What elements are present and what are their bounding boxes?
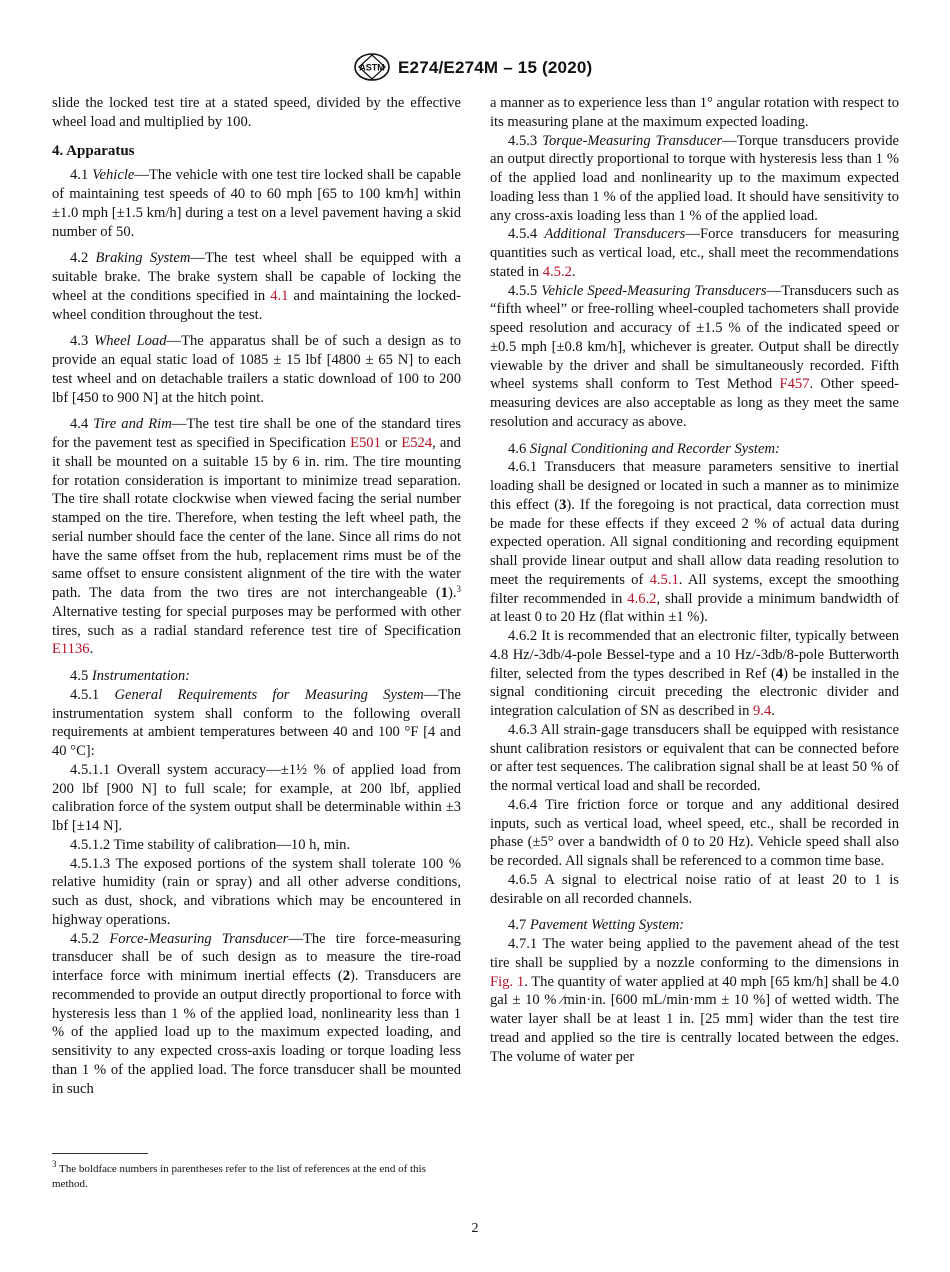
astm-logo-icon — [353, 52, 391, 82]
document-id: E274/E274M – 15 (2020) — [398, 58, 593, 77]
paragraph-4-5-1-3: 4.5.1.3 The exposed portions of the system shall tolerate 100 % relative humidity (rain or spray) and all other adverse conditions, such as dust, shock, and vibrations which may be encountered in highway operations. — [52, 855, 461, 928]
link-4-5-2[interactable]: 4.5.2 — [542, 263, 572, 280]
paragraph-4-6: 4.6 Signal Conditioning and Recorder System: — [508, 440, 780, 457]
paragraph-4-6-2: 4.6.2 It is recommended that an electronic filter, typically between 4.8 Hz/-3db/4-pole Bessel-type and a 10 Hz/-3db/8-pole Butterworth filter, selected from the types described in Ref (4) be installed in the signal conditioning circuit preceding the electronic divider and integration calculation of SN as described in 9.4. — [490, 628, 900, 719]
section-heading: 4. Apparatus — [52, 142, 135, 159]
paragraph-4-3: 4.3 Wheel Load—The apparatus shall be of such a design as to provide an equal static load of 1085 ± 15 lbf [4800 ± 65 N] to each test wheel and on detachable trailers a static download of 100 to 200 lbf [450 to 900 N] at the hitch point. — [52, 333, 462, 406]
paragraph-4-5-4: 4.5.4 Additional Transducers—Force transducers for measuring quantities such as vertical load, etc., shall meet the recommendations stated in 4.5.2. — [490, 226, 900, 280]
paragraph-4-6-4: 4.6.4 Tire friction force or torque and any additional desired inputs, such as vertical load, wheel speed, etc., shall be recorded in phase (±5° over a bandwidth of 0 to 20 Hz). Vehicle speed shall also be recorded. All signals shall be referenced to a common time base. — [490, 796, 899, 869]
svg-text:ASTM: ASTM — [359, 62, 385, 73]
paragraph-4-6-3: 4.6.3 All strain-gage transducers shall be equipped with resistance shunt calibration resistors or equivalent that can be connected before or after test sequences. The calibration signal shall be at least 50 % of the normal vertical load and shall be recorded. — [490, 721, 899, 794]
paragraph-4-6-5: 4.6.5 A signal to electrical noise ratio of at least 20 to 1 is desirable on all recorded channels. — [490, 871, 899, 907]
link-9-4[interactable]: 9.4 — [753, 703, 772, 719]
paragraph: slide the locked test tire at a stated speed, divided by the effective wheel load and multiplied by 100. — [52, 95, 461, 130]
paragraph-4-7: 4.7 Pavement Wetting System: — [508, 917, 685, 934]
paragraph-4-5-1-1: 4.5.1.1 Overall system accuracy—±1½ % of applied load from 200 lbf [900 N] to full scale; for example, at 200 lbf, applied calibration force of the system output shall be determinable within ±3 lbf [±14 N]. — [52, 761, 461, 834]
paragraph-4-5-2: 4.5.2 Force-Measuring Transducer—The tire force-measuring transducer shall be of such design as to measure the tire-road interface force with minimum inertial effects (2). Transducers are recommended to provide an output directly proportional to force with hysteresis less than 1 % of the applied load, nonlinearity less than 1 % of the applied load up to the maximum expected loading, and sensitivity to any expected cross-axis loading or torque loading less than 1 % of the applied load. The force transducer shall be mounted in such — [52, 930, 461, 1097]
paragraph: a manner as to experience less than 1° angular rotation with respect to its measuring plane at the maximum expected loading. — [490, 95, 899, 130]
paragraph-4-5-3: 4.5.3 Torque-Measuring Transducer—Torque transducers provide an output directly proportional to torque with hysteresis less than 1 % of the applied load and nonlinearity up to the maximum expected loading less than 1 % of the applied load. It should have sensitivity to any cross-axis loading less than 1 % of the applied load. — [490, 132, 899, 224]
link-4-5-1[interactable]: 4.5.1 — [649, 571, 679, 588]
link-e524[interactable]: E524 — [401, 435, 433, 451]
paragraph-4-6-1: 4.6.1 Transducers that measure parameters sensitive to inertial loading shall be designed or located in such a manner as to minimize this effect (3). If the foregoing is not practical, data correction must be made for these effects if they exceed 2 % of actual data during expected operation. All signal conditioning and recording equipment shall provide linear output and shall allow data reading resolution to meet the requirements of 4.5.1. All systems, except the smoothing filter recommended in 4.6.2, shall provide a minimum bandwidth of at least 0 to 20 Hz (flat within ±1 %). — [490, 459, 900, 626]
link-4-6-2[interactable]: 4.6.2 — [627, 590, 657, 607]
ref-2: 2 — [342, 968, 351, 984]
footnote-marker: 3 — [456, 584, 461, 594]
page-number: 2 — [471, 1221, 479, 1236]
right-column — [490, 94, 899, 1066]
paragraph-4-4: 4.4 Tire and Rim—The test tire shall be one of the standard tires for the pavement test as specified in Specification E501 or E524, and it shall be mounted on a suitable 15 by 6 in. rim. The tire mounting for rotation consideration is important to minimize tread separation. The tire shall rotate clockwise when viewed facing the serial number stamped on the tire. Therefore, when testing the left wheel path, the serial number should face the center of the lane. Since all rims do not have the same offset from the hub, replacement rims must be of the same offset to ensure consistent alignment of the tire with the water path. The data from the two tires are not interchangeable (1).$^3$ Alternative testing for special purposes may be performed with other tires, such as a radial standard reference test tire of Specification E1136. — [52, 416, 461, 658]
paragraph-4-1: 4.1 Vehicle—The vehicle with one test tire locked shall be capable of maintaining test speeds of 40 to 60 mph [65 to 100 km⁄h] within ±1.0 mph [±1.5 km/h] during a test on a level pavement having a skid number of 50. — [52, 167, 462, 240]
paragraph-4-5-1: 4.5.1 General Requirements for Measuring System—The instrumentation system shall conform to the following overall requirements at ambient temperatures between 40 and 100 °F [4 and 40 °C]: — [52, 686, 461, 759]
ref-3: 3 — [559, 496, 567, 513]
link-e1136[interactable]: E1136 — [52, 641, 90, 658]
ref-1: 1 — [440, 585, 448, 601]
link-e501[interactable]: E501 — [350, 435, 381, 451]
link-f457[interactable]: F457 — [779, 376, 810, 393]
paragraph-4-7-1: 4.7.1 The water being applied to the pavement ahead of the test tire shall be supplied by a nozzle conforming to the dimensions in Fig. 1. The quantity of water applied at 40 mph [65 km/h] shall be 4.0 gal ± 10 % ⁄min·in. [600 mL/min·mm ± 10 %] of wetted width. The water layer shall be at least 1 in. [25 mm] wider than the test tire tread and applied so the tire is centrally located between the edges. The volume of water per — [490, 936, 900, 1065]
page-header — [0, 56, 950, 84]
paragraph-4-5: 4.5 Instrumentation: — [70, 668, 190, 684]
paragraph-4-5-1-2: 4.5.1.2 Time stability of calibration—10 h, min. — [70, 836, 351, 853]
footnote-number: 3 — [52, 1159, 57, 1169]
link-fig-1[interactable]: Fig. 1 — [490, 973, 525, 990]
ref-4: 4 — [775, 665, 784, 682]
paragraph-4-2: 4.2 Braking System—The test wheel shall be equipped with a suitable brake. The brake system shall be capable of locking the wheel at the conditions specified in 4.1 and maintaining the locked-wheel condition throughout the test. — [52, 250, 461, 323]
left-column — [52, 94, 461, 1098]
footnote-divider — [52, 1153, 148, 1154]
paragraph-4-5-5: 4.5.5 Vehicle Speed-Measuring Transducers—Transducers such as “fifth wheel” or free-rolling wheel-coupled tachometers shall provide speed resolution and accuracy of ±1.5 % of the indicated speed or ±0.5 mph [±0.8 km/h], whichever is greater. Output shall be directly viewable by the driver and shall be simultaneously recorded. Fifth wheel systems shall conform to Test Method F457. Other speed-measuring devices are also acceptable as long as they meet the same resolution and accuracy as above. — [490, 282, 900, 430]
footnote: $^3$ The boldface numbers in parentheses refer to the list of references at the end of this method. — [52, 1159, 426, 1190]
link-4-1[interactable]: 4.1 — [270, 287, 289, 304]
